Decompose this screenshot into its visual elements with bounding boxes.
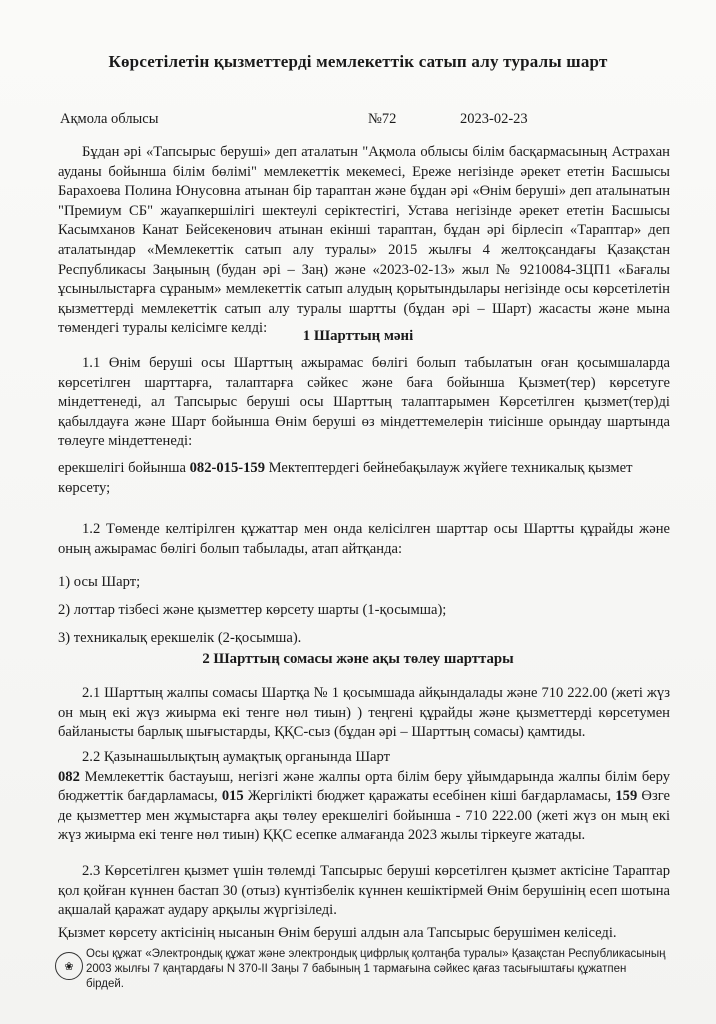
program-code-082: 082 [58, 768, 80, 785]
service-line-post: Мектептердегі бейнебақылауж жүйеге техникалық қызмет [265, 460, 633, 476]
clause-2-2-text-3: Өзге де қызметтер мен жұмыстарға ақы төлеу ерекшелігі бойынша - 710 222.00 (жеті жүз он мың екі жүз жиырма екі тенге нөл тиын) ҚҚС есепке алмағанда 2023 жылы тіркеуге жатады. [58, 788, 670, 844]
region-label: Ақмола облысы [60, 111, 159, 127]
act-form-line: Қызмет көрсету актісінің нысанын Өнім беруші алдын ала Тапсырыс берушімен келіседі. [58, 925, 617, 941]
clause-1-1: 1.1 Өнім беруші осы Шарттың ажырамас бөлігі болып табылатын оған қосымшаларда көрсетілген шарттарға, талаптарға сәйкес және баға бойынша Қызмет(тер) көрсетуге міндеттенеді, ал Тапсырыс беруші осы Шарттың талаптарымен Көрсетілген қызмет(тер)ді қабылдауға және Шарт бойынша Өнім беруші өз міндеттемелерін тиісінше орындау шартында төлеуге міндеттенеді: [58, 355, 670, 450]
clause-2-2-text-1: Мемлекеттік бастауыш, негізгі және жалпы орта білім беру ұйымдарында жалпы білім беру бюджеттік бағдарламасы, [58, 768, 670, 805]
section-2-heading: 2 Шарттың сомасы және ақы төлеу шарттары [202, 651, 514, 667]
service-code: 082-015-159 [189, 460, 265, 476]
service-line [58, 460, 633, 477]
document-title: Көрсетілетін қызметтерді мемлекеттік сатып алу туралы шарт [108, 52, 608, 71]
clause-2-2-text-2: Жергілікті бюджет қаражаты есебінен кіші бағдарламасы, [243, 788, 616, 805]
program-code-015: 015 [221, 788, 244, 805]
contract-number: №72 [368, 111, 397, 127]
service-line-pre: ерекшелігі бойынша [58, 460, 190, 476]
clause-2-2-intro: 2.2 Қазынашылықтың аумақтық органында Шарт [82, 749, 391, 765]
clause-2-2 [58, 748, 670, 846]
clause-1-2: 1.2 Төменде келтірілген құжаттар мен онда келісілген шарттар осы Шартты құрайды және оның ажырамас бөлігі болып табылады, атап айтқанда: [58, 521, 670, 557]
intro-paragraph: Бұдан әрі «Тапсырыс беруші» деп аталатын "Ақмола облысы білім басқармасының Астрахан ауданы бойынша білім бөлімі" мемлекеттік мекемесі, Ереже негізінде әрекет ететін Басшысы Барахоева Полина Юнусовна атынан бір тараптан және бұдан әрі «Өнім беруші» деп аталынатын "Премиум СБ" жауапкершілігі шектеулі серіктестігі, Устава негізінде әрекет ететін Басшысы Касымханов Канат Бейсекенович атынан екінші тараптан, бұдан әрі бірлесіп «Тараптар» деп аталатындар «Мемлекеттік сатып алу туралы» 2015 жылғы 4 желтоқсандағы Қазақстан Республикасы Заңының (будан әрі – Заң) және «2023-02-13» жыл № 9210084-ЗЦП1 «Бағалы ұсынылыстарға сұраным» мемлекеттік сатып алудың қорытындылары негізінде осы көрсетілетін қызметтерді мемлекеттік сатып алу туралы шартты (бұдан әрі – Шарт) жасасты және мына төмендегі туралы келісімге келді: [58, 144, 670, 337]
list-item: 2) лоттар тізбесі және қызметтер көрсету шарты (1-қосымша); [58, 602, 447, 618]
contract-date: 2023-02-23 [460, 111, 528, 127]
clause-2-1: 2.1 Шарттың жалпы сомасы Шартқа № 1 қосымшада айқындалады және 710 222.00 (жеті жүз он мың екі жүз жиырма екі тенге нөл тиын) ) теңгені құрайды және қызметтерді көрсетумен байланысты барлық шығыстарды, ҚҚС-сыз (бұдан әрі – Шарттың сомасы) қамтиды. [58, 685, 670, 741]
legal-footnote: Осы құжат «Электрондық құжат және электрондық цифрлық қолтаңба туралы» Қазақстан Республикасының 2003 жылғы 7 қаңтардағы N 370-II Заңы 7 бабының 1 тармағына сәйкес қағаз тасығыштағы құжатпен бірдей. [86, 948, 666, 990]
program-code-159: 159 [615, 788, 638, 805]
clause-2-3: 2.3 Көрсетілген қызмет үшін төлемді Тапсырыс беруші көрсетілген қызмет актісіне Тараптар қол қойған күннен бастап 30 (отыз) күнтізбелік күннен кешіктірмей Өнім берушінің есеп шотына ақшалай қаражат аудару арқылы жүргізіледі. [58, 863, 670, 919]
list-item: 3) техникалық ерекшелік (2-қосымша). [58, 630, 302, 646]
seal-icon: ❀ [55, 952, 83, 980]
section-1-heading: 1 Шарттың мәні [302, 328, 414, 344]
service-line-2: көрсету; [58, 480, 111, 496]
list-item: 1) осы Шарт; [58, 574, 141, 590]
